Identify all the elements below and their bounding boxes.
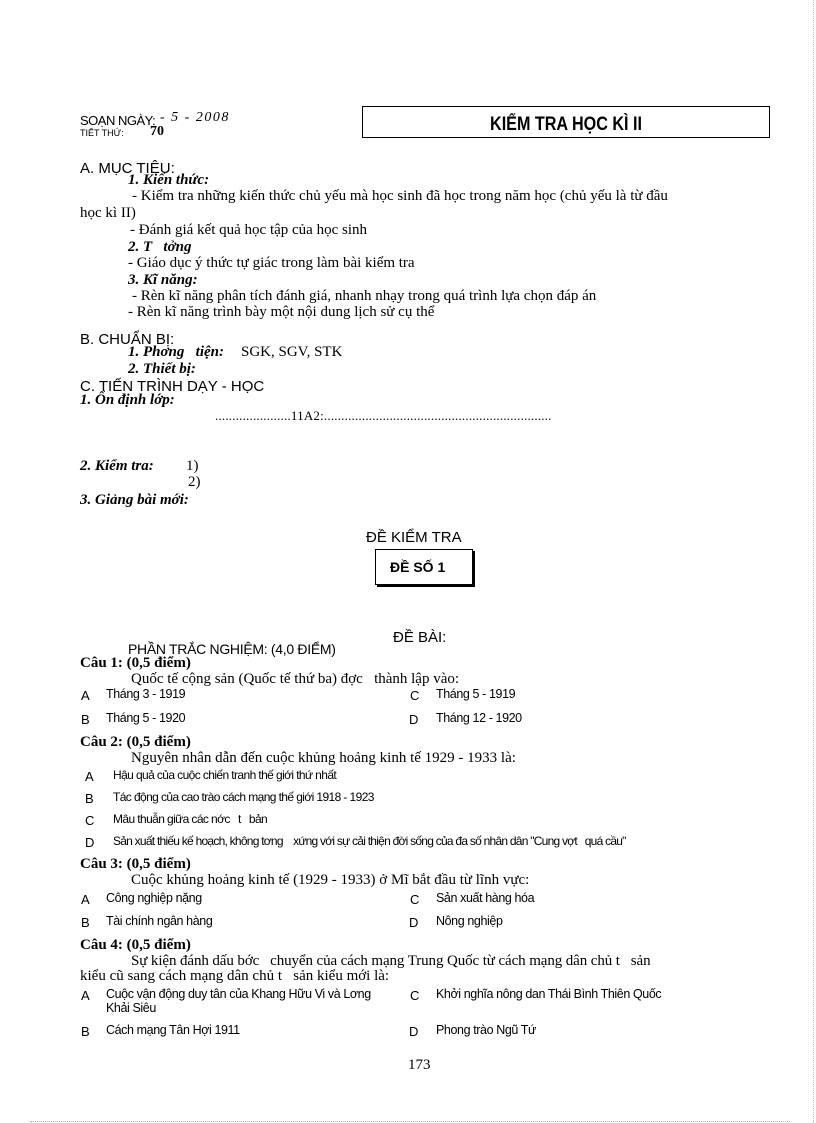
q2-option-a-text[interactable]: Hậu quả của cuộc chiến tranh thế giới thứ nhất (113, 768, 337, 782)
question-1-stem: Quốc tế cộng sản (Quốc tế thứ ba) đợc thành lập vào: (131, 671, 460, 687)
question-4-label: Câu 4: (0,5 điểm) (80, 937, 191, 953)
q3-option-c-letter: C (410, 892, 420, 907)
q1-option-a-letter: A (81, 688, 90, 703)
ki-nang-line-2: - Rèn kĩ năng trình bày một nội dung lịch sử cụ thể (128, 304, 435, 320)
section-c-heading: C. TIẾN TRÌNH DẠY - HỌC (80, 378, 265, 395)
kiem-tra-item-2: 2) (188, 474, 201, 490)
section-a-heading: A. MỤC TIÊU: (80, 160, 175, 177)
q1-option-d-letter: D (409, 712, 419, 727)
soan-ngay-value: - 5 - 2008 (160, 110, 230, 125)
question-4-stem-line-2: kiểu cũ sang cách mạng dân chủ t sản kiểu mới là: (80, 968, 390, 984)
q2-option-d-text[interactable]: Sản xuất thiếu kế hoạch, không tơng xứng với sự cải thiện đời sống của đa số nhân dân "Cung vợt quá cầu" (113, 834, 626, 848)
ki-nang-heading: 3. Kĩ năng: (128, 272, 198, 288)
soan-ngay-label: SOẠN NGÀY: (80, 113, 156, 128)
kiem-tra-item-1: 1) (186, 458, 199, 474)
q1-option-b-text[interactable]: Tháng 5 - 1920 (106, 711, 186, 725)
question-1-label: Câu 1: (0,5 điểm) (80, 655, 191, 671)
section-b-heading: B. CHUẨN BỊ: (80, 331, 175, 348)
q3-option-c-text[interactable]: Sản xuất hàng hóa (436, 891, 535, 905)
q2-option-b-text[interactable]: Tác động của cao trào cách mạng thế giới 1918 - 1923 (113, 790, 374, 804)
q2-option-a-letter: A (85, 769, 94, 784)
q3-option-d-letter: D (409, 915, 419, 930)
q4-option-d-letter: D (409, 1024, 419, 1039)
tu-tuong-line: - Giáo dục ý thức tự giác trong làm bài kiểm tra (128, 255, 415, 271)
q3-option-a-letter: A (81, 892, 90, 907)
q4-option-b-text[interactable]: Cách mạng Tân Hợi 1911 (106, 1023, 240, 1037)
thiet-bi-label: 2. Thiết bị: (128, 361, 196, 377)
q4-option-c-text[interactable]: Khởi nghĩa nông dan Thái Bình Thiên Quốc (436, 987, 662, 1001)
question-2-stem: Nguyên nhân dẫn đến cuộc khủng hoảng kinh tế 1929 - 1933 là: (131, 750, 516, 766)
phuong-tien-value: SGK, SGV, STK (241, 344, 343, 360)
q1-option-b-letter: B (81, 712, 90, 727)
giang-bai-label: 3. Giảng bài mới: (80, 492, 189, 508)
q4-option-a-text-cont[interactable]: Khải Siêu (106, 1001, 156, 1015)
kiem-tra-label: 2. Kiểm tra: (80, 458, 154, 474)
q2-option-d-letter: D (85, 835, 95, 850)
kien-thuc-line-2: học kì II) (80, 205, 136, 221)
q1-option-a-text[interactable]: Tháng 3 - 1919 (106, 687, 186, 701)
title-box (362, 106, 770, 138)
de-bai-heading: ĐỀ BÀI: (393, 629, 447, 646)
question-4-stem-line-1: Sự kiện đánh dấu bớc chuyển của cách mạng Trung Quốc từ cách mạng dân chủ t sản (131, 953, 651, 969)
q2-option-c-text[interactable]: Mâu thuẫn giữa các nớc t bản (113, 812, 268, 826)
q4-option-a-letter: A (81, 988, 90, 1003)
on-dinh-label: 1. Ổn định lớp: (80, 392, 175, 408)
kien-thuc-heading: 1. Kiến thức: (128, 172, 210, 188)
q4-option-d-text[interactable]: Phong trào Ngũ Tứ (436, 1023, 537, 1037)
bottom-divider (30, 1121, 790, 1122)
de-so-box (375, 549, 473, 585)
kien-thuc-line-3: - Đánh giá kết quả học tập của học sinh (130, 222, 368, 238)
question-2-label: Câu 2: (0,5 điểm) (80, 734, 191, 750)
page-title: KIỂM TRA HỌC KÌ II (490, 114, 642, 135)
tiet-thu-label: TIẾT THỨ: (80, 128, 124, 138)
de-so-label: ĐỀ SỐ 1 (390, 559, 446, 575)
q4-option-b-letter: B (81, 1024, 90, 1039)
kien-thuc-line-1: - Kiểm tra những kiến thức chủ yếu mà học sinh đã học trong năm học (chủ yếu là từ đầu (132, 188, 668, 204)
question-3-stem: Cuộc khủng hoảng kinh tế (1929 - 1933) ở Mĩ bắt đầu từ lĩnh vực: (131, 872, 530, 888)
right-divider (813, 0, 814, 1123)
ki-nang-line-1: - Rèn kĩ năng phân tích đánh giá, nhanh nhạy trong quá trình lựa chọn đáp án (132, 288, 597, 304)
question-3-label: Câu 3: (0,5 điểm) (80, 856, 191, 872)
de-kiem-tra-heading: ĐỀ KIỂM TRA (366, 529, 462, 546)
phuong-tien-label: 1. Phơng tiện: (128, 344, 224, 360)
q1-option-c-text[interactable]: Tháng 5 - 1919 (436, 687, 516, 701)
q3-option-a-text[interactable]: Công nghiệp nặng (106, 891, 202, 905)
phan-trac-nghiem-heading: PHẦN TRẮC NGHIỆM: (4,0 ĐIỂM) (128, 641, 336, 657)
class-line: ......................11A2:.................................................................. (215, 408, 552, 423)
q3-option-b-text[interactable]: Tài chính ngân hàng (106, 914, 213, 928)
q3-option-b-letter: B (81, 915, 90, 930)
q1-option-d-text[interactable]: Tháng 12 - 1920 (436, 711, 522, 725)
page-number: 173 (408, 1057, 431, 1073)
tu-tuong-heading: 2. T tởng (128, 239, 192, 255)
q4-option-c-letter: C (410, 988, 420, 1003)
q3-option-d-text[interactable]: Nông nghiệp (436, 914, 503, 928)
q1-option-c-letter: C (410, 688, 420, 703)
q2-option-c-letter: C (85, 813, 95, 828)
tiet-thu-value: 70 (150, 124, 164, 139)
q4-option-a-text[interactable]: Cuộc vận động duy tân của Khang Hữu Vi và Lơng (106, 987, 371, 1001)
q2-option-b-letter: B (85, 791, 94, 806)
